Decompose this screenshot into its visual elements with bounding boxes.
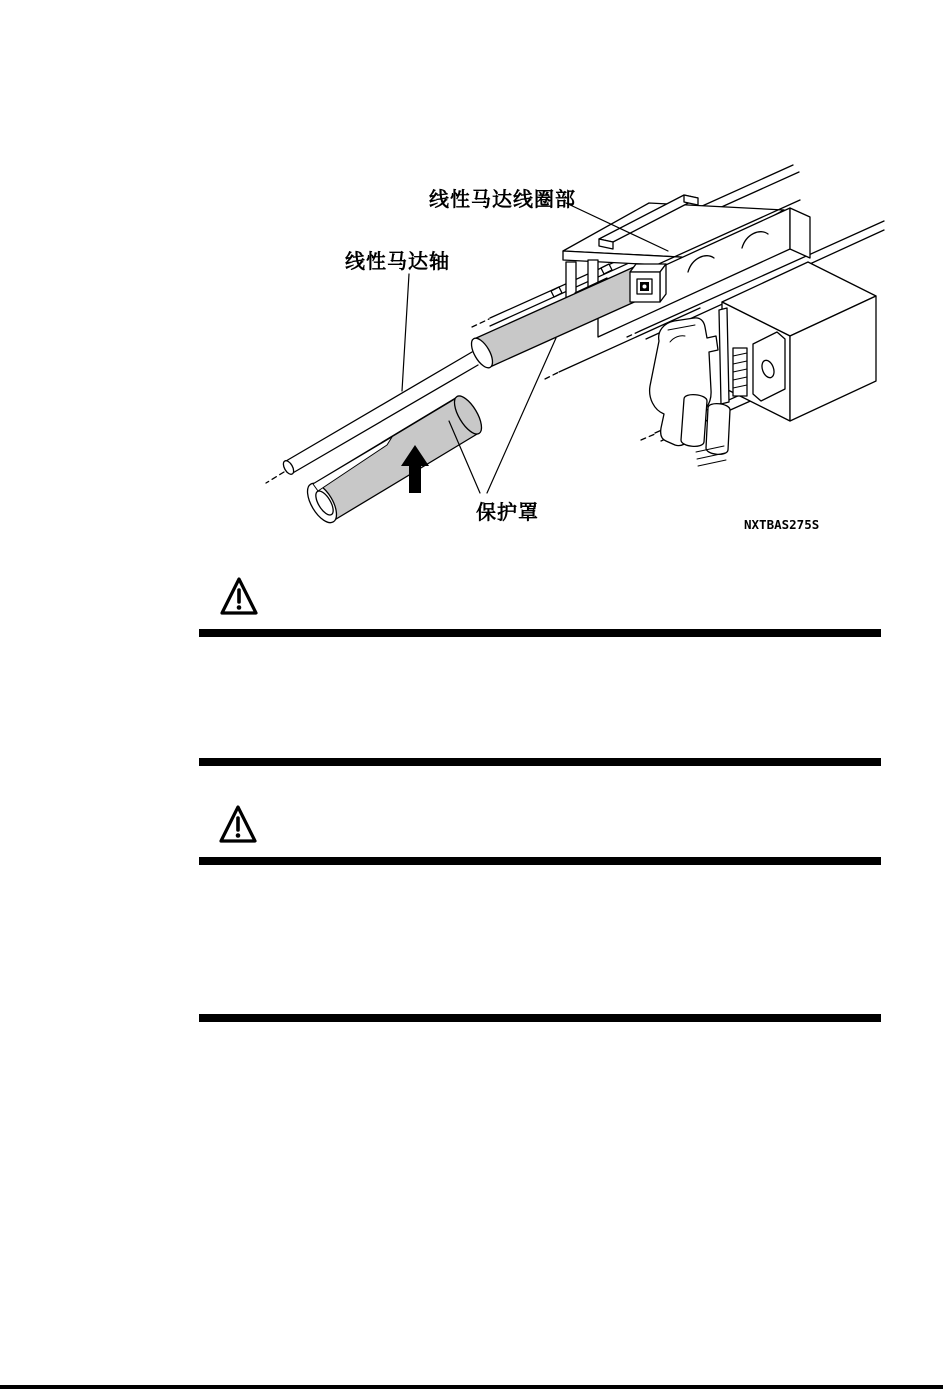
section-rule [199, 857, 881, 865]
section-rule [199, 758, 881, 766]
protective-cover-detached [302, 392, 487, 527]
callout-cover: 保护罩 [476, 502, 539, 524]
warning-triangle-icon [218, 803, 258, 847]
figure-code: NXTBAS275S [744, 517, 820, 532]
callout-shaft: 线性马达轴 [345, 251, 450, 273]
section-rule [199, 629, 881, 637]
callout-coil-unit: 线性马达线圈部 [429, 189, 576, 211]
section-rule [199, 1014, 881, 1022]
warning-triangle-icon [219, 575, 259, 619]
page-bottom-border [0, 1385, 943, 1389]
